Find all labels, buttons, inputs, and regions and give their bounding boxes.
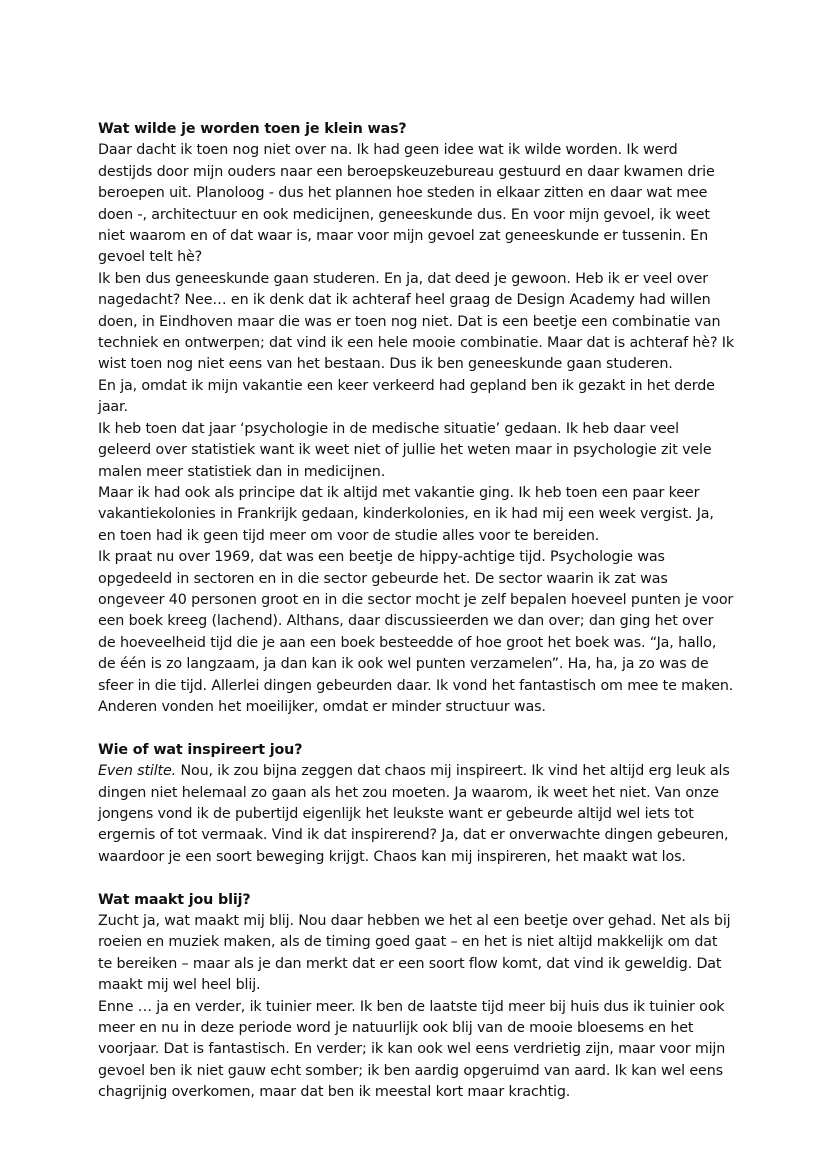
- paragraph: Daar dacht ik toen nog niet over na. Ik had geen idee wat ik wilde worden. Ik werd destijds door mijn ouders naar een beroepskeuzebureau gestuurd en daar kwamen drie beroepen uit. Planoloog - dus het plannen hoe steden in elkaar zitten en daar wat mee doen -, architectuur en ook medicijnen, geneeskunde dus. En voor mijn gevoel, ik weet niet waarom en of dat waar is, maar voor mijn gevoel zat geneeskunde er tussenin. En gevoel telt hè?: [98, 142, 715, 266]
- italic-lead: Even stilte.: [98, 763, 177, 780]
- section-heading: Wie of wat inspireert jou?: [98, 741, 303, 758]
- paragraph: [98, 761, 734, 868]
- section-heading: Wat wilde je worden toen je klein was?: [98, 121, 407, 137]
- document-page: [98, 119, 734, 1104]
- section-spacer: [98, 868, 734, 889]
- paragraph: Zucht ja, wat maakt mij blij. Nou daar hebben we het al een beetje over gehad. Net als bij roeien en muziek maken, als de timing goed gaat – en het is niet altijd makkelijk om dat te bereiken – maar als je dan merkt dat er een soort flow komt, dat vind ik geweldig. Dat maakt mij wel heel blij.: [98, 913, 731, 994]
- paragraph: Ik heb toen dat jaar ‘psychologie in de medische situatie’ gedaan. Ik heb daar veel geleerd over statistiek want ik weet niet of jullie het weten maar in psychologie zit vele malen meer statistiek dan in medicijnen.: [98, 420, 712, 480]
- section-heading: Wat maakt jou blij?: [98, 891, 251, 908]
- paragraph: Ik praat nu over 1969, dat was een beetje de hippy-achtige tijd. Psychologie was opgedeeld in sectoren en in die sector gebeurde het. De sector waarin ik zat was ongeveer 40 personen groot en in die sector mocht je zelf bepalen hoeveel punten je voor een boek kreeg (lachend). Althans, daar discussieerden we dan over; dan ging het over de hoeveelheid tijd die je aan een boek besteedde of hoe groot het boek was. “Ja, hallo, de één is zo langzaam, ja dan kan ik ook wel punten verzamelen”. Ha, ha, ja zo was de sfeer in die tijd. Allerlei dingen gebeurden daar. Ik vond het fantastisch om mee te maken. Anderen vonden het moeilijker, omdat er minder structuur was.: [98, 549, 734, 715]
- paragraph: Maar ik had ook als principe dat ik altijd met vakantie ging. Ik heb toen een paar keer vakantiekolonies in Frankrijk gedaan, kinderkolonies, en ik had mij een week vergist. Ja, en toen had ik geen tijd meer om voor de studie alles voor te bereiden.: [98, 484, 714, 544]
- paragraph-text: Nou, ik zou bijna zeggen dat chaos mij inspireert. Ik vind het altijd erg leuk als dingen niet helemaal zo gaan als het zou moeten. Ja waarom, ik weet het niet. Van onze jongens vond ik de pubertijd eigenlijk het leukste want er gebeurde altijd wel iets tot ergernis of tot vermaak. Vind ik dat inspirerend? Ja, dat er onverwachte dingen gebeuren, waardoor je een soort beweging krijgt. Chaos kan mij inspireren, het maakt wat los.: [98, 763, 730, 865]
- section-spacer: [98, 718, 734, 739]
- paragraph: En ja, omdat ik mijn vakantie een keer verkeerd had gepland ben ik gezakt in het derde jaar.: [98, 377, 715, 416]
- paragraph: Ik ben dus geneeskunde gaan studeren. En ja, dat deed je gewoon. Heb ik er veel over nagedacht? Nee… en ik denk dat ik achteraf heel graag de Design Academy had willen doen, in Eindhoven maar die was er toen nog niet. Dat is een beetje een combinatie van techniek en ontwerpen; dat vind ik een hele mooie combinatie. Maar dat is achteraf hè? Ik wist toen nog niet eens van het bestaan. Dus ik ben geneeskunde gaan studeren.: [98, 270, 734, 373]
- paragraph: Enne … ja en verder, ik tuinier meer. Ik ben de laatste tijd meer bij huis dus ik tuinier ook meer en nu in deze periode word je natuurlijk ook blij van de mooie bloesems en het voorjaar. Dat is fantastisch. En verder; ik kan ook wel eens verdrietig zijn, maar voor mijn gevoel ben ik niet gauw echt somber; ik ben aardig opgeruimd van aard. Ik kan wel eens chagrijnig overkomen, maar dat ben ik meestal kort maar krachtig.: [98, 998, 726, 1101]
